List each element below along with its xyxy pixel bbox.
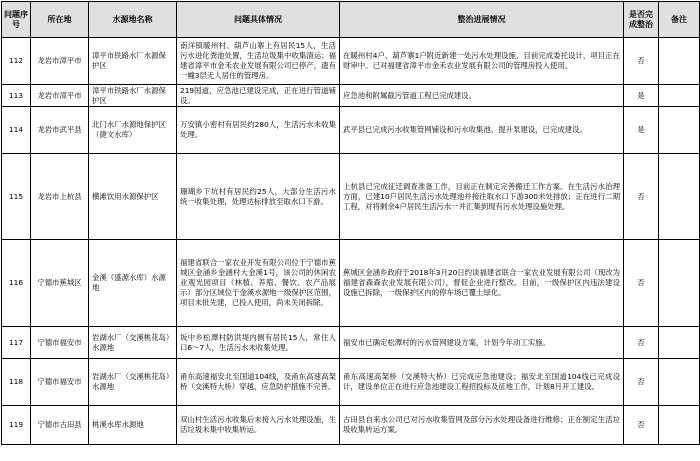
row-location: 宁德市福安市 [31, 327, 89, 359]
row-problem: 甬东高速福安北至国道104线，及甬东高速高架桥（交溪特大桥）穿越，应急防护措施不完善。 [177, 359, 340, 406]
header-completed: 是否完成整治 [624, 2, 659, 38]
row-completed: 否 [624, 406, 659, 445]
row-location: 宁德市蕉城区 [31, 240, 89, 327]
row-id: 119 [2, 406, 31, 445]
row-source: 漳平市铁路水厂水源保护区 [89, 38, 177, 85]
header-source: 水源地名称 [89, 2, 177, 38]
row-remark [659, 406, 700, 445]
row-source: 横滩饮用水源保护区 [89, 154, 177, 240]
row-completed: 是 [624, 107, 659, 154]
header-location: 所在地 [31, 2, 89, 38]
header-row [2, 2, 700, 38]
table-row [2, 327, 700, 359]
row-problem: 坂中乡松潭村防洪堤内侧有居民15人，常住人口6～7人，生活污水未收集处理。 [177, 327, 340, 359]
header-progress: 整治进展情况 [340, 2, 624, 38]
row-id: 114 [2, 107, 31, 154]
row-progress: 甬东高速高架桥（交溪特大桥）已完成应急池建设；福安北至国道104线已完成设计，建设单位正在进行应急池建设工程招投标及征地工作，计划8月开工建设。 [340, 359, 624, 406]
row-remark [659, 85, 700, 107]
row-location: 龙岩市漳平市 [31, 38, 89, 85]
header-problem: 问题具体情况 [177, 2, 340, 38]
row-completed: 否 [624, 240, 659, 327]
row-location: 宁德市古田县 [31, 406, 89, 445]
row-id: 118 [2, 359, 31, 406]
row-remark [659, 327, 700, 359]
table-row [2, 359, 700, 406]
row-remark [659, 154, 700, 240]
rectification-table [1, 1, 700, 445]
row-completed: 否 [624, 327, 659, 359]
row-location: 宁德市福安市 [31, 359, 89, 406]
table-row [2, 38, 700, 85]
row-progress: 武平县已完成污水收集管网铺设和污水收集池、提升泵建设，已完成建设。 [340, 107, 624, 154]
row-id: 115 [2, 154, 31, 240]
row-source: 岩湖水厂（交溪桃花岛）水源地 [89, 327, 177, 359]
row-problem: 219国道，应急池已建设完成，正在进行管道铺设。 [177, 85, 340, 107]
table-row [2, 406, 700, 445]
row-progress: 福安市已确定松潭村的污水管网建设方案，计划今年动工实施。 [340, 327, 624, 359]
row-id: 112 [2, 38, 31, 85]
row-remark [659, 240, 700, 327]
row-location: 龙岩市上杭县 [31, 154, 89, 240]
row-completed: 是 [624, 85, 659, 107]
row-progress: 应急池和附属截污管道工程已完成建设。 [340, 85, 624, 107]
row-problem: 双山村生活污水收集后未接入污水处理设施，生活垃圾未集中收集转运。 [177, 406, 340, 445]
table-row [2, 107, 700, 154]
table-row [2, 154, 700, 240]
row-completed: 否 [624, 154, 659, 240]
row-progress: 蕉城区金涵乡政府于2018年3月20日约谈福建省联合一家农业发展有限公司（现改为福建省森森农业发展有限公司），督促企业进行整改。目前，一级保护区内违法建设设施已拆除，一级保护区内的停车场已覆土绿化。 [340, 240, 624, 327]
row-source: 桃溪水库水源地 [89, 406, 177, 445]
row-source: 漳平市铁路水厂水源保护区 [89, 85, 177, 107]
row-source: 金溪（盛源水库）水源地 [89, 240, 177, 327]
row-completed: 否 [624, 38, 659, 85]
header-id: 问题序号 [2, 2, 31, 38]
header-remark: 备注 [659, 2, 700, 38]
row-remark [659, 107, 700, 154]
row-progress: 在暖州村4户、葫芦寨1户附近新建一处污水处理设施，目前完成委托设计，项目正在财审中。已对福建省漳平市金禾农业发展有限公司的管理房投入使用。 [340, 38, 624, 85]
row-progress: 古田县自来水公司已对污水收集管网及部分污水处理设备进行维修；正在制定生活垃圾收集转运方案。 [340, 406, 624, 445]
row-completed: 否 [624, 359, 659, 406]
row-id: 116 [2, 240, 31, 327]
table-row [2, 85, 700, 107]
row-id: 113 [2, 85, 31, 107]
row-source: 岩湖水厂（交溪桃花岛）水源地 [89, 359, 177, 406]
row-remark [659, 38, 700, 85]
row-location: 龙岩市漳平市 [31, 85, 89, 107]
row-location: 龙岩市武平县 [31, 107, 89, 154]
row-problem: 福建省联合一家农业开发有限公司位于宁德市蕉城区金涵乡金涵村大金溪1号，该公司的休闲农业观光园项目（林植、养殖、餐饮、农产品展示）部分区域位于金溪水源地一级保护区范围，项目未批先建，已投入使用，尚未关闭拆除。 [177, 240, 340, 327]
row-problem: 南洋镇暖州村、葫芦山寨上有居民15人，生活污水进化粪池处置，生活垃圾集中收集清运；福建省漳平市金禾农业发展有限公司已停产，遗有一幢3层无人居住的管理房。 [177, 38, 340, 85]
row-id: 117 [2, 327, 31, 359]
row-source: 北门水厂水源地保护区（捷文水库） [89, 107, 177, 154]
row-problem: 珊瑚乡下坑村有居民约25人，大部分生活污水统一收集处理，处理达标排放至取水口下游。 [177, 154, 340, 240]
table-row [2, 240, 700, 327]
row-progress: 上杭县已完成征迁调查准备工作，目前正在制定完善搬迁工作方案。在生活污水治理方面，已建10户居民生活污水处理池并接往取水口下游300米处排放；正在进行二期工程，对将剩余4户居民生活污水一并汇集到现有污水处理设施处理。 [340, 154, 624, 240]
row-remark [659, 359, 700, 406]
row-problem: 万安镇小密村有居民约280人，生活污水未收集处理。 [177, 107, 340, 154]
